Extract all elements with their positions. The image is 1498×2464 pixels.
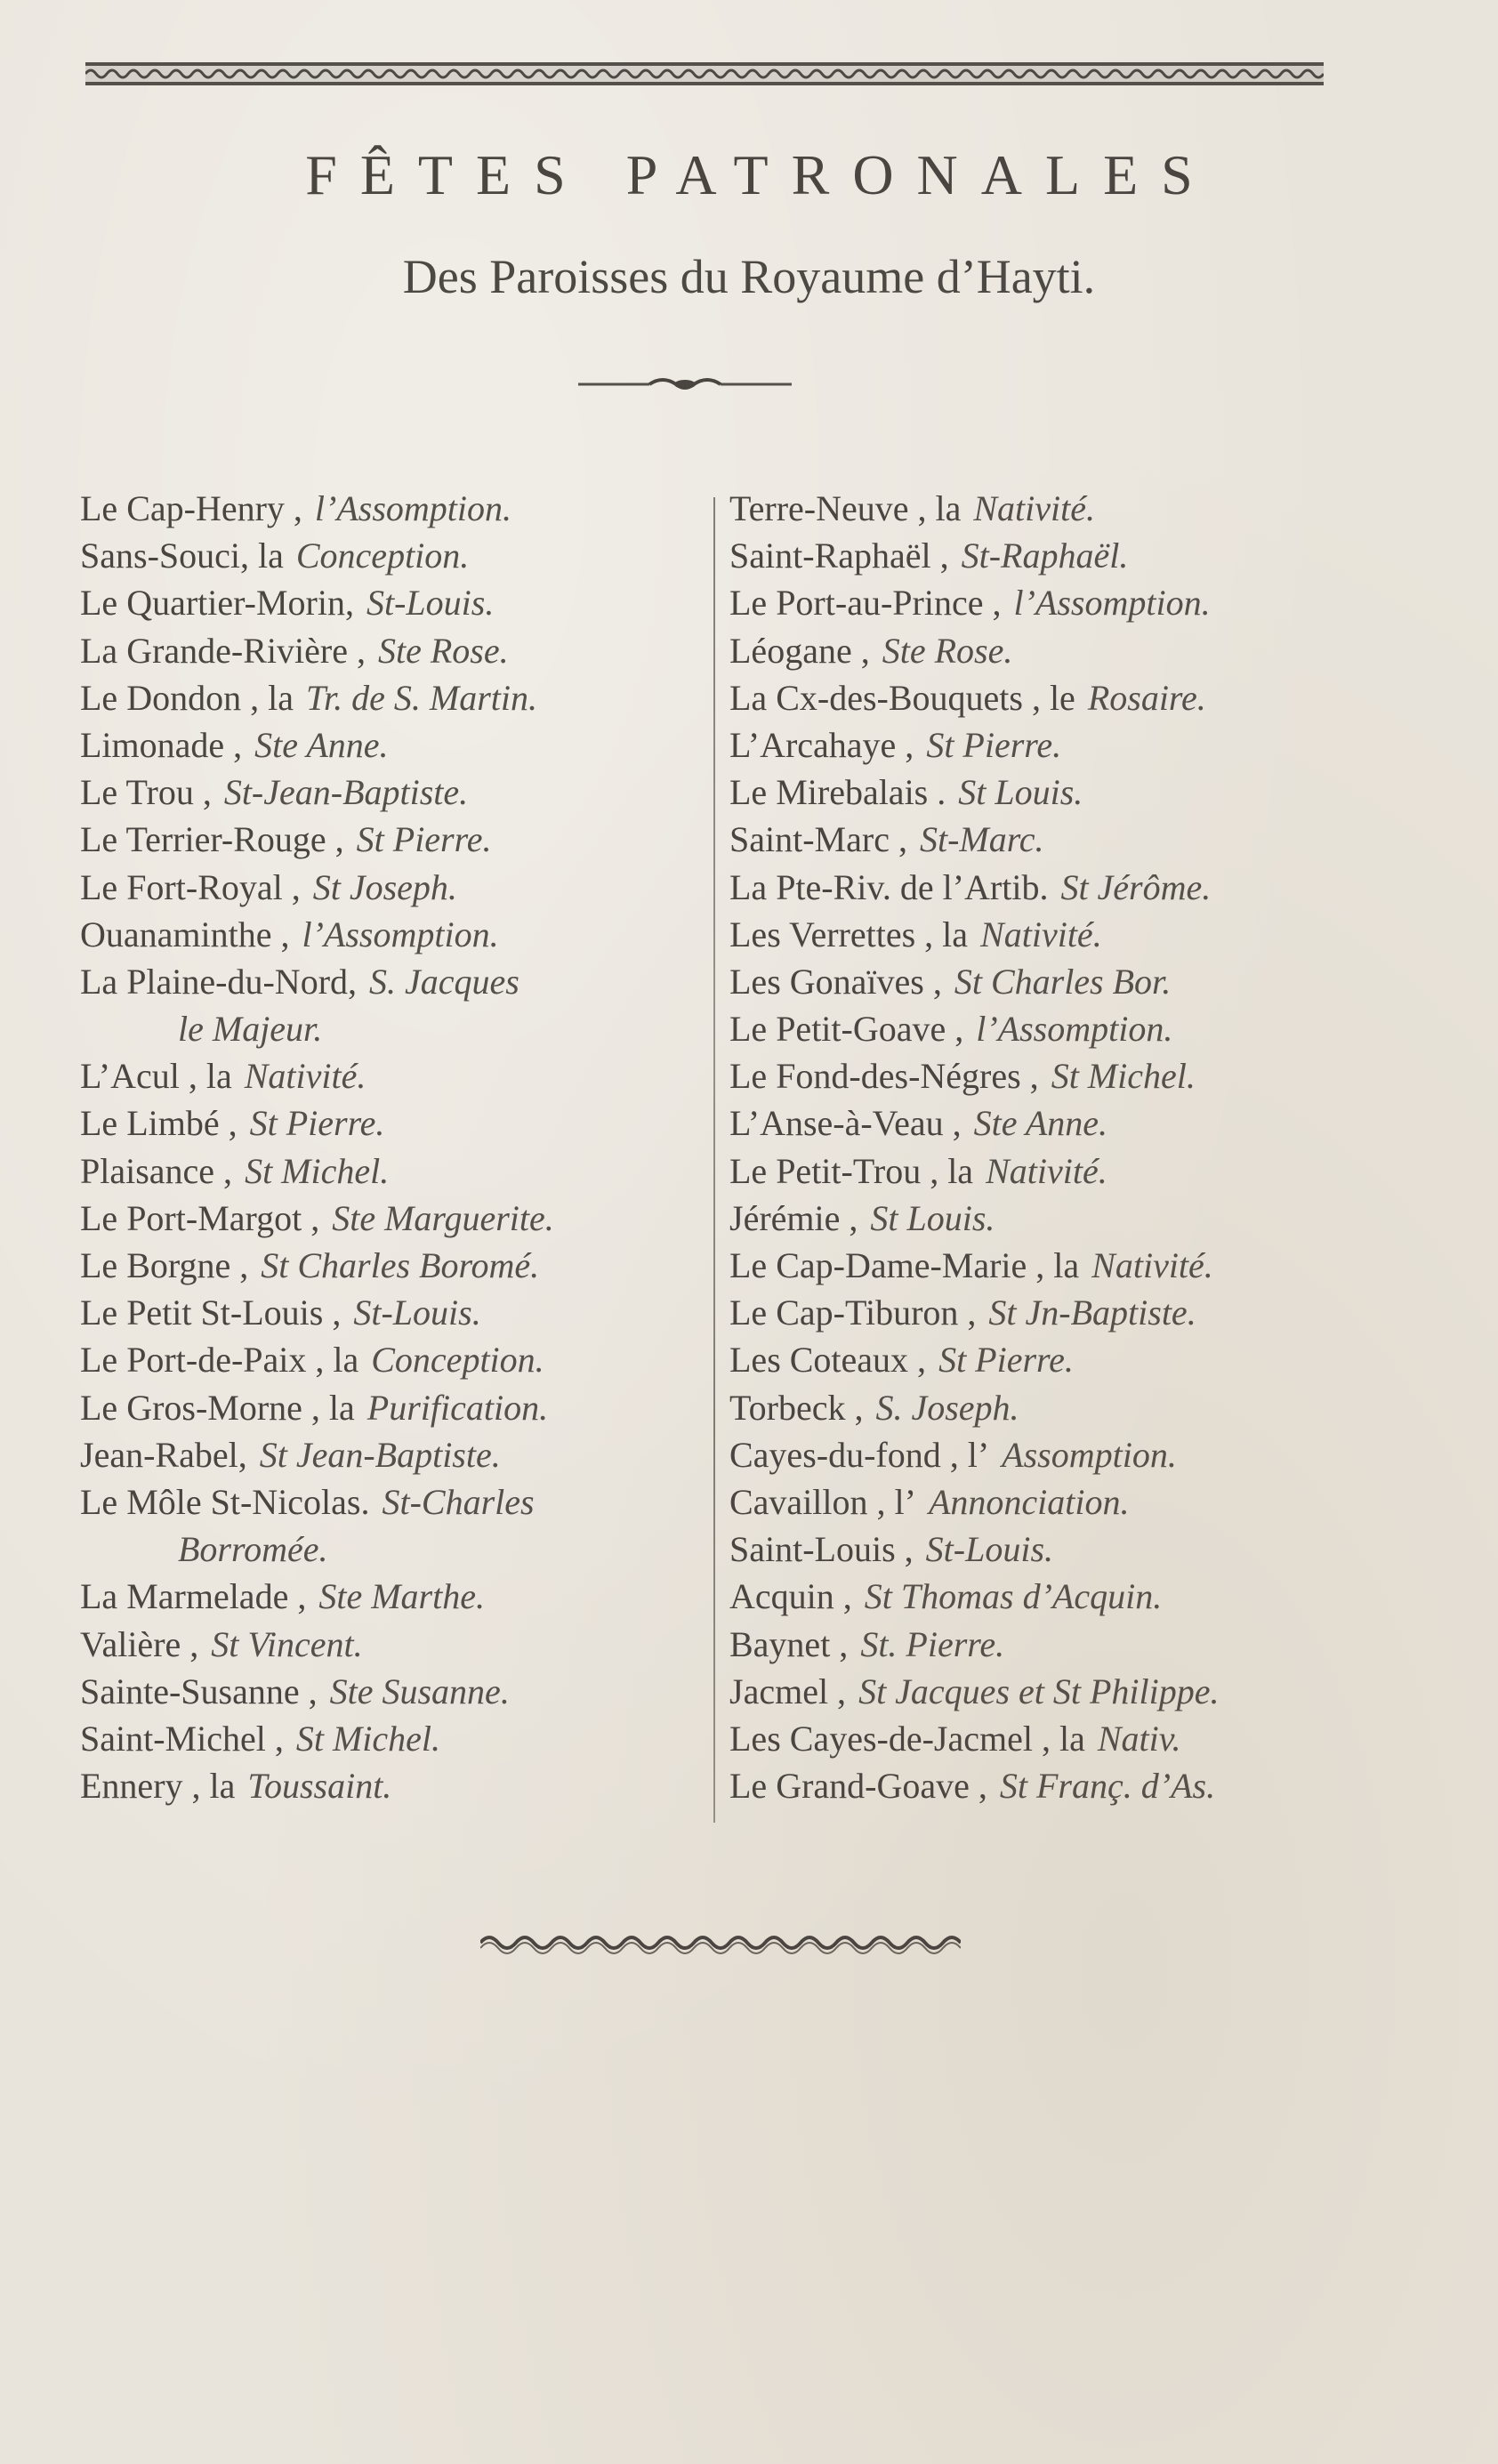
right-column	[729, 485, 1379, 1809]
parish-entry	[80, 1147, 708, 1195]
patron-feast: Ste Anne.	[254, 724, 389, 765]
patron-feast: St Jérôme.	[1060, 866, 1212, 907]
parish-name: Le Limbé ,	[80, 1103, 238, 1144]
parish-entry	[80, 1384, 708, 1431]
parish-entry	[729, 958, 1379, 1005]
patron-feast: Ste Anne.	[973, 1103, 1107, 1144]
patron-feast: Toussaint.	[247, 1766, 392, 1807]
patron-feast: St Pierre.	[356, 819, 492, 860]
patron-feast: Rosaire.	[1087, 677, 1206, 718]
parish-name: Le Port-au-Prince ,	[729, 583, 1002, 624]
parish-entry	[80, 721, 708, 769]
page-title: FÊTES PATRONALES	[305, 143, 1216, 206]
parish-name: Le Petit St-Louis ,	[80, 1292, 342, 1333]
patron-feast: St Louis.	[958, 772, 1083, 813]
parish-name: Le Borgne ,	[80, 1245, 249, 1285]
patron-feast: St Michel.	[245, 1150, 390, 1191]
parish-name: Cayes-du-fond , l’	[729, 1434, 990, 1475]
parish-entry	[80, 1052, 708, 1099]
parish-entry	[729, 1195, 1379, 1242]
patron-feast: St Michel.	[295, 1718, 441, 1759]
parish-entry	[729, 1242, 1379, 1289]
parish-entry	[80, 1195, 708, 1242]
patron-feast: St Pierre.	[938, 1340, 1074, 1381]
patron-feast: Conception.	[295, 535, 470, 576]
parish-name: Le Quartier-Morin,	[80, 583, 354, 624]
patron-feast: St Vincent.	[211, 1623, 363, 1664]
parish-entry	[80, 627, 708, 674]
parish-name: Le Trou ,	[80, 772, 212, 813]
parish-name: Jacmel ,	[729, 1671, 847, 1711]
parish-entry	[729, 1384, 1379, 1431]
patron-feast: St Joseph.	[312, 866, 457, 907]
parish-entry	[729, 1762, 1379, 1809]
parish-entry	[80, 674, 708, 721]
parish-name: Saint-Michel ,	[80, 1718, 284, 1759]
patron-feast: St-Jean-Baptiste.	[223, 772, 469, 813]
patron-feast: St Charles Boromé.	[261, 1245, 540, 1285]
parish-entry	[80, 1526, 708, 1573]
parish-entry	[729, 532, 1379, 579]
parish-name: Les Gonaïves ,	[729, 961, 942, 1002]
patron-feast: St. Pierre.	[860, 1623, 1005, 1664]
patron-feast: St Charles Bor.	[954, 961, 1172, 1002]
parish-entry	[729, 1147, 1379, 1195]
parish-name: Les Coteaux ,	[729, 1340, 927, 1381]
parish-entry	[80, 1573, 708, 1620]
patron-feast: S. Jacques	[369, 961, 519, 1002]
patron-feast: St Jacques et St Philippe.	[858, 1671, 1220, 1711]
patron-feast: l’Assomption.	[976, 1009, 1173, 1050]
parish-name: Le Môle St-Nicolas.	[80, 1481, 370, 1522]
parish-name: Saint-Raphaël ,	[729, 535, 949, 576]
parish-name: La Marmelade ,	[80, 1576, 307, 1617]
patron-feast: St Jean-Baptiste.	[259, 1434, 501, 1475]
parish-entry	[80, 958, 708, 1005]
patron-feast: St Franç. d’As.	[999, 1766, 1216, 1807]
patron-feast: Tr. de S. Martin.	[305, 677, 537, 718]
parish-entry	[729, 864, 1379, 911]
parish-entry	[80, 1715, 708, 1762]
parish-entry	[80, 1762, 708, 1809]
patron-feast: l’Assomption.	[302, 914, 499, 954]
parish-name: L’Anse-à-Veau ,	[729, 1103, 962, 1144]
parish-name: Le Cap-Tiburon ,	[729, 1292, 977, 1333]
patron-feast: St-Louis.	[366, 583, 495, 624]
parish-entry	[729, 1289, 1379, 1336]
parish-name: Ouanaminthe ,	[80, 914, 290, 954]
parish-columns	[80, 485, 1379, 1819]
parish-name: Torbeck ,	[729, 1387, 864, 1428]
patron-feast: Nativité.	[1091, 1245, 1213, 1285]
patron-feast: Ste Rose.	[377, 630, 509, 671]
parish-name: Le Terrier-Rouge ,	[80, 819, 344, 860]
parish-entry	[729, 674, 1379, 721]
parish-entry	[80, 1478, 708, 1526]
column-divider	[713, 497, 715, 1823]
parish-name: Le Port-de-Paix , la	[80, 1340, 359, 1381]
parish-name: Le Gros-Morne , la	[80, 1387, 355, 1428]
parish-entry	[729, 911, 1379, 958]
parish-name: Sainte-Susanne ,	[80, 1671, 318, 1711]
parish-name: Le Cap-Henry ,	[80, 488, 302, 528]
parish-name: Ennery , la	[80, 1766, 236, 1807]
parish-name: Sans-Souci, la	[80, 535, 284, 576]
patron-feast: St-Louis.	[925, 1529, 1054, 1570]
parish-entry	[80, 911, 708, 958]
parish-entry	[80, 769, 708, 816]
page-subtitle: Des Paroisses du Royaume d’Hayti.	[402, 250, 1096, 303]
parish-entry	[80, 532, 708, 579]
parish-name: La Cx-des-Bouquets , le	[729, 677, 1075, 718]
top-ornamental-rule	[85, 59, 1324, 89]
patron-feast: Ste Marthe.	[318, 1576, 485, 1617]
parish-name: Jérémie ,	[729, 1197, 858, 1238]
patron-feast: St Jn-Baptiste.	[988, 1292, 1196, 1333]
patron-feast: Ste Marguerite.	[332, 1197, 554, 1238]
parish-entry	[80, 1005, 708, 1052]
parish-name: Baynet ,	[729, 1623, 849, 1664]
patron-feast: St-Louis.	[353, 1292, 481, 1333]
patron-feast: St Louis.	[870, 1197, 995, 1238]
parish-entry	[729, 1668, 1379, 1715]
patron-feast: St Thomas d’Acquin.	[864, 1576, 1163, 1617]
parish-name: Le Cap-Dame-Marie , la	[729, 1245, 1080, 1285]
parish-name: Limonade ,	[80, 724, 243, 765]
parish-name: Le Fond-des-Négres ,	[729, 1056, 1039, 1097]
parish-name: Jean-Rabel,	[80, 1434, 247, 1475]
parish-name: Terre-Neuve , la	[729, 488, 962, 528]
parish-entry	[729, 1478, 1379, 1526]
patron-feast: Assomption.	[1002, 1434, 1177, 1475]
parish-name: Le Dondon , la	[80, 677, 294, 718]
parish-entry	[80, 1289, 708, 1336]
patron-feast: Ste Rose.	[882, 630, 1013, 671]
bottom-ornament	[480, 1930, 961, 1955]
parish-entry	[729, 1573, 1379, 1620]
parish-entry	[729, 1052, 1379, 1099]
left-column	[80, 485, 708, 1809]
parish-entry	[729, 1005, 1379, 1052]
parish-entry	[80, 1099, 708, 1147]
parish-name: L’Acul , la	[80, 1056, 232, 1097]
patron-feast: Annonciation.	[928, 1481, 1130, 1522]
parish-name: La Grande-Rivière ,	[80, 630, 366, 671]
parish-name: Le Fort-Royal ,	[80, 866, 301, 907]
parish-entry	[729, 816, 1379, 863]
patron-feast: St-Marc.	[919, 819, 1044, 860]
patron-feast: l’Assomption.	[1013, 583, 1211, 624]
patron-feast: Nativ.	[1097, 1718, 1181, 1759]
parish-name: Valière ,	[80, 1623, 199, 1664]
patron-feast: St Pierre.	[249, 1103, 385, 1144]
patron-feast: Ste Susanne.	[329, 1671, 510, 1711]
parish-entry	[80, 579, 708, 626]
parish-entry	[80, 864, 708, 911]
parish-name: Saint-Marc ,	[729, 819, 907, 860]
patron-feast: Purification.	[366, 1387, 549, 1428]
parish-name: L’Arcahaye ,	[729, 724, 914, 765]
parish-name: La Pte-Riv. de l’Artib.	[729, 866, 1049, 907]
parish-entry	[729, 485, 1379, 532]
patron-feast: St Michel.	[1051, 1056, 1196, 1097]
patron-feast: Borromée.	[178, 1529, 328, 1570]
patron-feast: S. Joseph.	[875, 1387, 1019, 1428]
parish-name: Saint-Louis ,	[729, 1529, 914, 1570]
parish-entry	[80, 1336, 708, 1383]
parish-entry	[80, 1431, 708, 1478]
parish-entry	[729, 627, 1379, 674]
patron-feast: St Pierre.	[926, 724, 1062, 765]
parish-entry	[729, 1099, 1379, 1147]
parish-entry	[80, 485, 708, 532]
parish-entry	[729, 1431, 1379, 1478]
parish-name: Le Petit-Trou , la	[729, 1150, 974, 1191]
parish-entry	[729, 1715, 1379, 1762]
parish-entry	[80, 816, 708, 863]
parish-name: Léogane ,	[729, 630, 870, 671]
parish-entry	[80, 1668, 708, 1715]
patron-feast: l’Assomption.	[314, 488, 512, 528]
parish-entry	[729, 579, 1379, 626]
parish-entry	[80, 1621, 708, 1668]
center-ornament	[578, 374, 792, 395]
parish-entry	[729, 1621, 1379, 1668]
parish-name: Cavaillon , l’	[729, 1481, 916, 1522]
patron-feast: Nativité.	[973, 488, 1096, 528]
patron-feast: St-Charles	[382, 1481, 535, 1522]
patron-feast: le Majeur.	[178, 1009, 323, 1050]
patron-feast: Nativité.	[986, 1150, 1107, 1191]
parish-name: Acquin ,	[729, 1576, 852, 1617]
parish-name: Le Grand-Goave ,	[729, 1766, 987, 1807]
patron-feast: Conception.	[371, 1340, 544, 1381]
patron-feast: Nativité.	[244, 1056, 366, 1097]
patron-feast: St-Raphaël.	[961, 535, 1129, 576]
parish-name: Le Petit-Goave ,	[729, 1009, 964, 1050]
parish-entry	[729, 1336, 1379, 1383]
parish-entry	[80, 1242, 708, 1289]
parish-name: La Plaine-du-Nord,	[80, 961, 358, 1002]
parish-name: Les Cayes-de-Jacmel , la	[729, 1718, 1085, 1759]
parish-name: Le Port-Margot ,	[80, 1197, 320, 1238]
parish-entry	[729, 769, 1379, 816]
parish-name: Plaisance ,	[80, 1150, 233, 1191]
parish-name: Les Verrettes , la	[729, 914, 969, 954]
parish-entry	[729, 1526, 1379, 1573]
parish-entry	[729, 721, 1379, 769]
patron-feast: Nativité.	[980, 914, 1102, 954]
parish-name: Le Mirebalais .	[729, 772, 946, 813]
